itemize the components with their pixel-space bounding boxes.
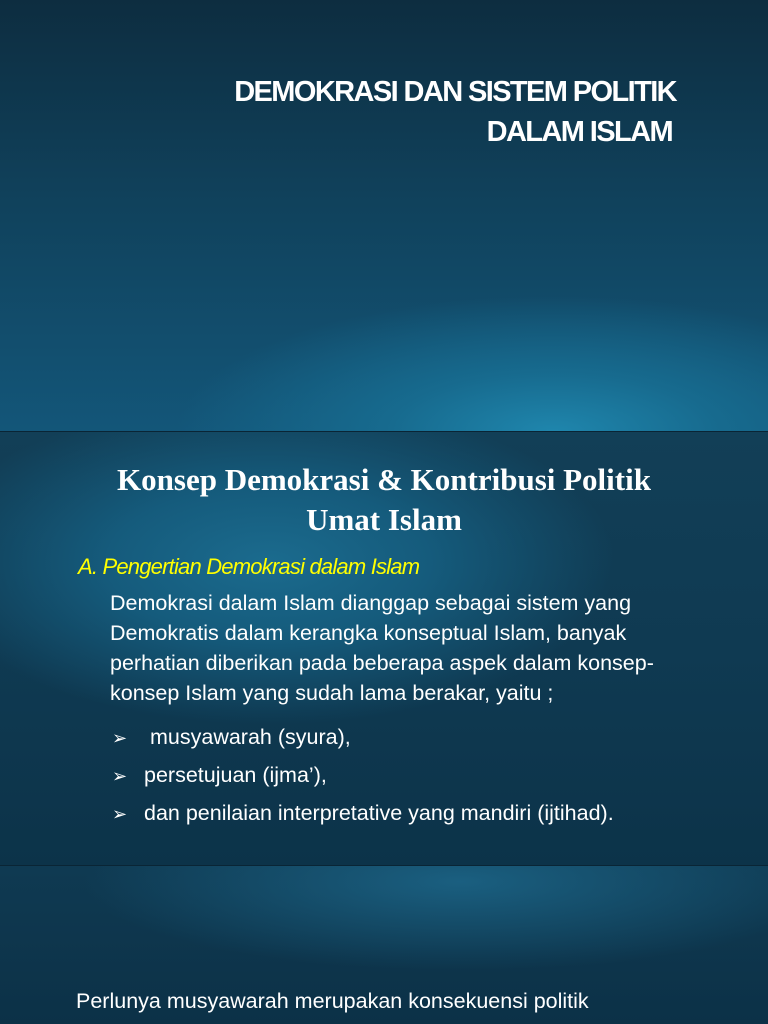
- arrow-bullet-icon: ➢: [112, 766, 128, 787]
- list-item: [112, 718, 614, 756]
- list-item: [112, 794, 614, 832]
- paragraph-line: perhatian diberikan pada beberapa aspek dalam konsep-: [110, 651, 654, 675]
- paragraph-line: konsep Islam yang sudah lama berakar, yaitu ;: [110, 681, 554, 705]
- slide-title: [0, 0, 768, 432]
- bullet-text: persetujuan (ijma’),: [144, 763, 327, 787]
- paragraph-line: Demokratis dalam kerangka konseptual Islam, banyak: [110, 621, 627, 645]
- bullet-list: [112, 718, 614, 832]
- bullet-text: dan penilaian interpretative yang mandiri (ijtihad).: [144, 801, 614, 825]
- list-item: [112, 756, 614, 794]
- slide-konsep-demokrasi: [0, 432, 768, 866]
- slide-2-title-line-1: Konsep Demokrasi & Kontribusi Politik: [117, 462, 651, 497]
- slide-1-title: [234, 72, 676, 152]
- slide-1-title-line-1: DEMOKRASI DAN SISTEM POLITIK: [234, 76, 676, 108]
- section-heading: A. Pengertian Demokrasi dalam Islam: [78, 554, 420, 579]
- paragraph-line: Demokrasi dalam Islam dianggap sebagai sistem yang: [110, 591, 632, 615]
- slide-3-text-line: Perlunya musyawarah merupakan konsekuensi politik: [76, 989, 589, 1013]
- slide-1-title-line-2: DALAM ISLAM: [486, 116, 672, 148]
- slide-2-title: [0, 460, 768, 540]
- slide-2-title-line-2: Umat Islam: [306, 502, 462, 537]
- slide-3-text: [76, 986, 726, 1016]
- slide-musyawarah: [0, 866, 768, 1024]
- bullet-text: musyawarah (syura),: [150, 725, 351, 749]
- arrow-bullet-icon: ➢: [112, 728, 128, 749]
- arrow-bullet-icon: ➢: [112, 804, 128, 825]
- paragraph: [110, 588, 710, 708]
